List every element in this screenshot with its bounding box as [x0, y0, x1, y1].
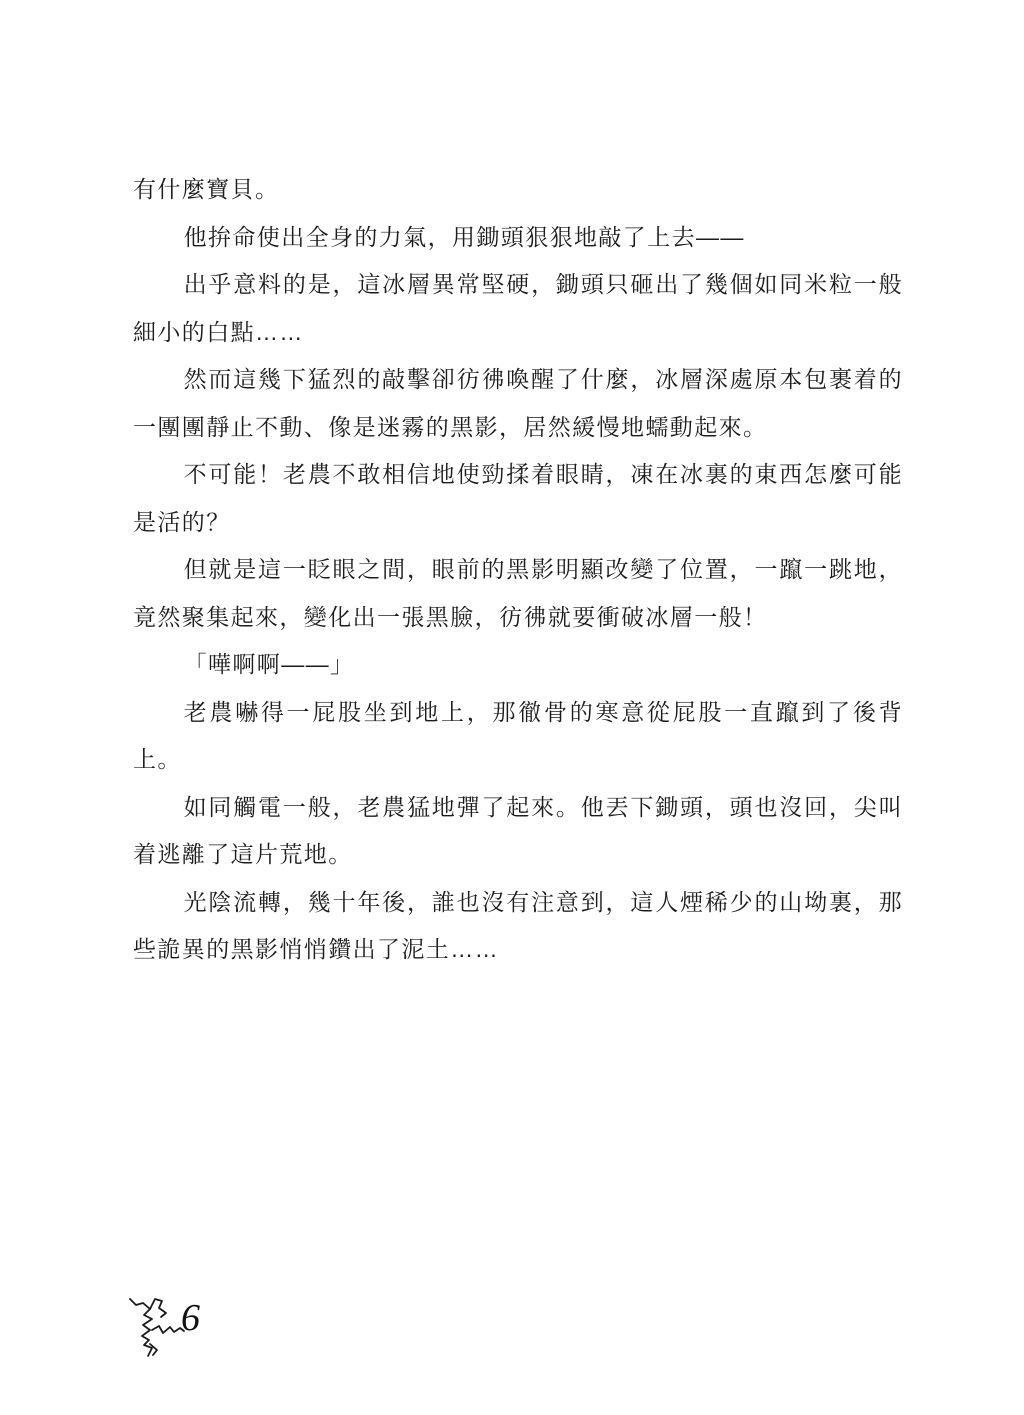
paragraph: 不可能！老農不敢相信地使勁揉着眼睛，凍在冰裏的東西怎麼可能是活的？ [133, 461, 903, 535]
paragraph: 他拚命使出全身的力氣，用鋤頭狠狠地敲了上去—— [183, 223, 745, 250]
paragraph: 然而這幾下猛烈的敲擊卻彷彿喚醒了什麼，冰層深處原本包裹着的一團團靜止不動、像是迷霧的黑影，居然緩慢地蠕動起來。 [133, 366, 903, 440]
body-text [133, 0, 903, 974]
paragraph: 光陰流轉，幾十年後，誰也沒有注意到，這人煙稀少的山坳裏，那些詭異的黑影悄悄鑽出了泥土…… [133, 888, 903, 962]
paragraph: 但就是這一眨眼之間，眼前的黑影明顯改變了位置，一躥一跳地，竟然聚集起來，變化出一張黑臉，彷彿就要衝破冰層一般！ [133, 556, 903, 630]
page-footer [0, 1282, 1024, 1362]
paragraph: 「嘩啊啊——」 [183, 651, 355, 677]
paragraph: 出乎意料的是，這冰層異常堅硬，鋤頭只砸出了幾個如同米粒一般細小的白點…… [133, 271, 903, 345]
paragraph: 有什麼寶貝。 [133, 176, 280, 202]
page-number: 6 [181, 1297, 200, 1339]
paragraph: 如同觸電一般，老農猛地彈了起來。他丟下鋤頭，頭也沒回，尖叫着逃離了這片荒地。 [133, 793, 903, 867]
crack-doodle-icon [126, 1286, 188, 1358]
paragraph: 老農嚇得一屁股坐到地上，那徹骨的寒意從屁股一直躥到了後背上。 [133, 698, 903, 772]
